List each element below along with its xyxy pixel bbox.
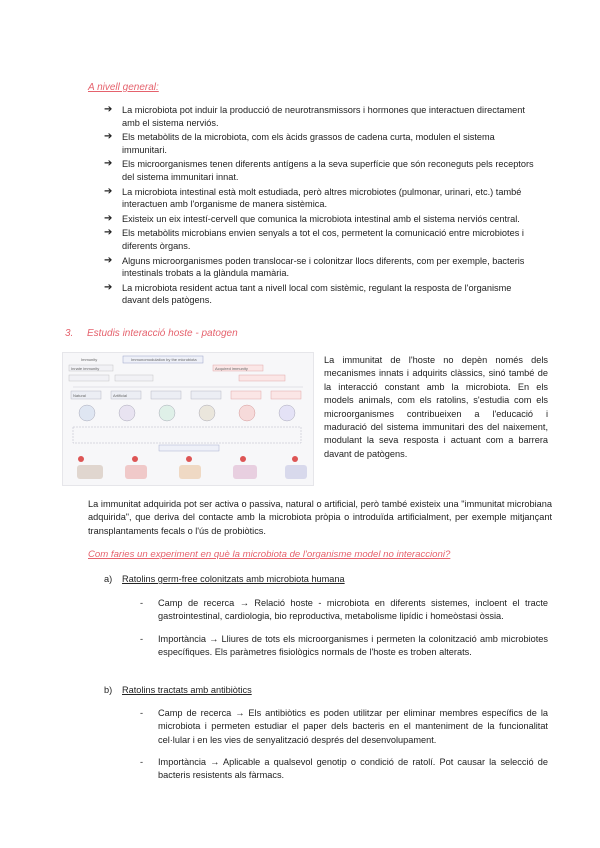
dash-bullet: - [140,708,144,718]
arrow-icon: ➔ [104,158,113,170]
dash-bullet: - [140,598,144,608]
experiment-question: Com faries un experiment en què la microbiota de l'organisme model no interaccioni? [88,549,451,560]
section-title: Estudis interacció hoste - patogen [87,328,238,339]
figure-description: La immunitat de l'hoste no depèn només dels mecanismes innats i adquirits clàssics, sinó també de la interacció constant amb la microbiota. En els models animals, com els ratolins, s'estudia com els microorganismes contribueixen a l'educació i maduració del sistema immunitari des del naixement, modulant la seva resposta i actuant com a barrera davant de patògens. [324,355,548,459]
subsection-a-title: Ratolins germ-free colonitzats amb microbiota humana [122,574,345,584]
list-item: ➔ Existeix un eix intestí-cervell que comunica la microbiota intestinal amb el sistema nerviós central. [104,212,520,224]
arrow-icon: ➔ [104,104,113,115]
arrow-icon: ➔ [104,227,113,239]
subsection-b-label: b) [104,685,113,695]
subsection-a-label: a) [104,574,113,584]
figure-label-innate: Innate immunity [71,366,100,371]
figure-label-acquired: Acquired immunity [215,366,248,371]
immunity-diagram [63,353,313,485]
figure-label-artificial: Artificial [113,393,128,398]
list-item: ➔ Els metabòlits microbians envien senyals a tot el cos, permetent la comunicació entre microbiotes i diferents òrgans. [104,227,524,251]
list-item: - Importància → Lliures de tots els microorganismes i permeten la colonització amb microbiotes específiques. Els paràmetres fisiològics normals de l'hoste es troben alterats. [140,634,548,658]
dash-bullet: - [140,634,144,644]
list-item: ➔ La microbiota intestinal està molt estudiada, però altres microbiotes (pulmonar, urinari, etc.) també interactuen amb l'organisme de manera sistèmica. [104,185,522,210]
list-item: - Camp de recerca → Relació hoste - microbiota en diferents sistemes, incloent el tracte gastrointestinal, cardiologia, bio reproductiva, metabolisme lipídic i homeòstasi òssia. [140,598,548,622]
list-item: ➔ La microbiota pot induir la producció de neurotransmissors i hormones que interactuen directament amb el sistema nerviós. [104,104,525,128]
arrow-icon: ➔ [104,185,113,197]
immunity-figure [62,352,314,486]
dash-bullet: - [140,757,144,767]
arrow-icon: ➔ [104,254,113,266]
arrow-icon: ➔ [104,131,113,143]
figure-label-natural: Natural [73,393,86,398]
section-3-heading [65,328,238,339]
figure-label-immunity: Immunity [81,357,98,362]
arrow-icon: ➔ [104,212,113,224]
arrow-icon: ➔ [104,281,113,293]
acquired-immunity-paragraph: La immunitat adquirida pot ser activa o passiva, natural o artificial, però també existeix una "immunitat microbiana adquirida", que deriva del contacte amb la microbiota pròpia o introduïda artificialment, per exemple mitjançant transplantaments fecals o l'ús de probiòtics. [88,499,552,536]
list-item: ➔ Alguns microorganismes poden translocar-se i colonitzar llocs diferents, com per exemple, bacteris intestinals trobats a la glàndula mamària. [104,254,525,279]
section-number: 3. [65,328,74,339]
subsection-b-title: Ratolins tractats amb antibiòtics [122,685,252,695]
figure-label-microbial: Immunomodulation by the microbiota [131,357,197,362]
list-item: ➔ La microbiota resident actua tant a nivell local com sistèmic, regulant la resposta de l'organisme davant dels patògens. [104,281,512,306]
general-list [100,104,540,309]
list-item: ➔ Els microorganismes tenen diferents antígens a la seva superfície que són reconeguts pels receptors del sistema immunitari innat. [104,158,534,182]
list-item: - Importància → Aplicable a qualsevol genotip o condició de ratolí. Pot causar la selecció de bacteris resistents als fàrmacs. [140,757,548,781]
general-heading: A nivell general: [88,82,159,93]
list-item: ➔ Els metabòlits de la microbiota, com els àcids grassos de cadena curta, modulen el sistema immunitari. [104,131,495,155]
list-item: - Camp de recerca → Els antibiòtics es poden utilitzar per eliminar membres específics de la microbiota i permeten estudiar el paper dels bacteris en el manteniment de la funcionalitat cel·lular i en les vies de senyalització després del desenvolupament. [140,708,548,745]
